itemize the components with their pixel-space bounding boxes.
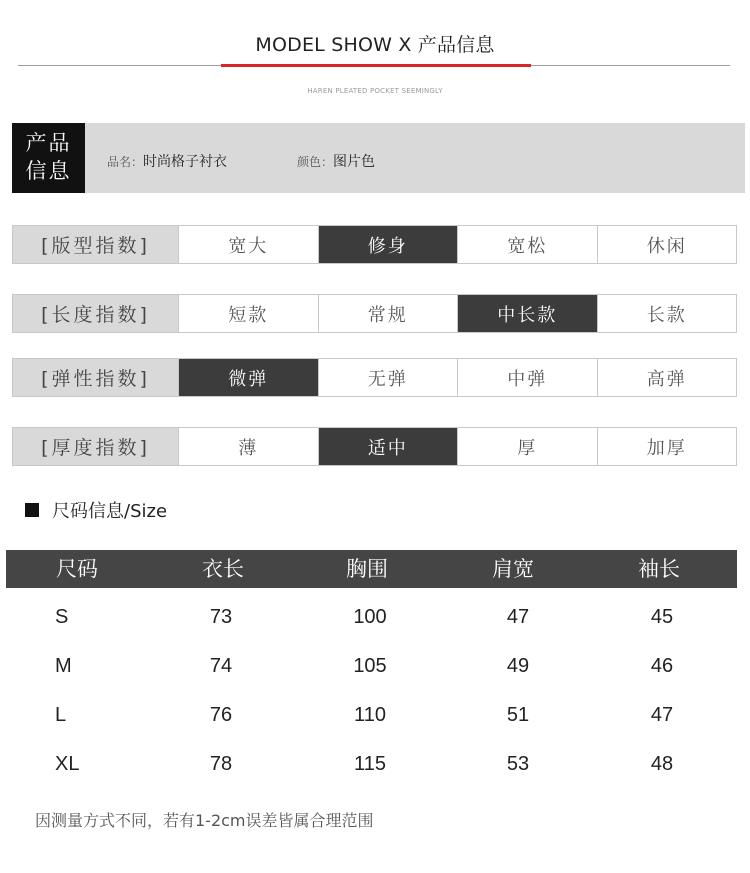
table-cell-shoulder: 51 (506, 704, 530, 726)
table-cell-sleeve: 48 (650, 753, 674, 775)
table-cell-shoulder: 49 (506, 655, 530, 677)
length-option-short: 短款 (179, 295, 319, 332)
size-table-header (6, 550, 737, 588)
table-cell-chest: 110 (354, 704, 386, 726)
table-cell-size: L (55, 704, 67, 726)
thickness-option-medium: 适中 (319, 428, 459, 465)
table-cell-sleeve: 46 (650, 655, 674, 677)
thickness-index-label: [厚度指数] (13, 428, 179, 465)
table-cell-chest: 100 (353, 606, 387, 628)
length-index-row (12, 294, 737, 333)
fit-option-casual: 休闲 (646, 235, 687, 257)
table-row (0, 704, 750, 734)
table-cell-length: 76 (209, 704, 233, 726)
fit-option-relaxed: 宽松 (458, 226, 598, 263)
fit-option-slim: 修身 (319, 226, 459, 263)
size-section-heading (25, 497, 167, 523)
length-option-long: 长款 (646, 304, 687, 326)
table-cell-shoulder: 47 (506, 606, 530, 628)
elasticity-option-medium: 中弹 (458, 359, 598, 396)
elasticity-option-high: 高弹 (646, 368, 687, 390)
product-color-value: 图片色 (333, 154, 376, 170)
elasticity-option-slight: 微弹 (179, 359, 319, 396)
product-info-tag-line1: 产品 (25, 131, 72, 155)
column-header-shoulder: 肩宽 (492, 557, 534, 581)
table-row (0, 655, 750, 685)
table-cell-shoulder: 53 (506, 753, 530, 775)
table-cell-length: 74 (209, 655, 233, 677)
product-name (107, 151, 227, 171)
fit-index-row (12, 225, 737, 264)
column-header-length: 衣长 (202, 557, 244, 581)
table-cell-size: S (55, 606, 69, 628)
column-header-size: 尺码 (56, 557, 98, 581)
header-accent-bar (221, 64, 531, 67)
product-info-tag (12, 123, 85, 193)
product-color-label: 颜色： (297, 155, 334, 169)
column-header-sleeve: 袖长 (638, 557, 680, 581)
square-bullet-icon (25, 503, 39, 517)
product-info-tag-line2: 信息 (25, 159, 72, 183)
table-cell-length: 73 (209, 606, 233, 628)
length-option-regular: 常规 (319, 295, 459, 332)
thickness-index-row (12, 427, 737, 466)
page-subtitle: HAREN PLEATED POCKET SEEMINGLY (307, 87, 443, 95)
table-row (0, 753, 750, 783)
thickness-option-thin: 薄 (179, 428, 319, 465)
table-cell-chest: 115 (354, 753, 386, 775)
fit-option-loose: 宽大 (179, 226, 319, 263)
elasticity-index-row (12, 358, 737, 397)
table-cell-size: XL (55, 753, 80, 775)
table-cell-length: 78 (209, 753, 233, 775)
product-color (297, 151, 375, 171)
table-cell-size: M (55, 655, 72, 677)
page-title: MODEL SHOW X 产品信息 (255, 34, 495, 56)
table-row (0, 606, 750, 636)
product-name-value: 时尚格子衬衣 (143, 154, 228, 170)
thickness-option-extra-thick: 加厚 (646, 437, 687, 459)
length-option-mid-long: 中长款 (458, 295, 598, 332)
product-info-bar (12, 123, 745, 193)
elasticity-index-label: [弹性指数] (13, 359, 179, 396)
measurement-note: 因测量方式不同，若有1-2cm误差皆属合理范围 (35, 811, 374, 830)
elasticity-option-none: 无弹 (319, 359, 459, 396)
length-index-label: [长度指数] (13, 295, 179, 332)
product-name-label: 品名： (107, 155, 144, 169)
column-header-chest: 胸围 (346, 557, 388, 581)
size-section-title: 尺码信息/Size (52, 501, 168, 522)
fit-index-label: [版型指数] (13, 226, 179, 263)
table-cell-chest: 105 (353, 655, 387, 677)
thickness-option-thick: 厚 (458, 428, 598, 465)
table-cell-sleeve: 47 (650, 704, 674, 726)
table-cell-sleeve: 45 (650, 606, 674, 628)
